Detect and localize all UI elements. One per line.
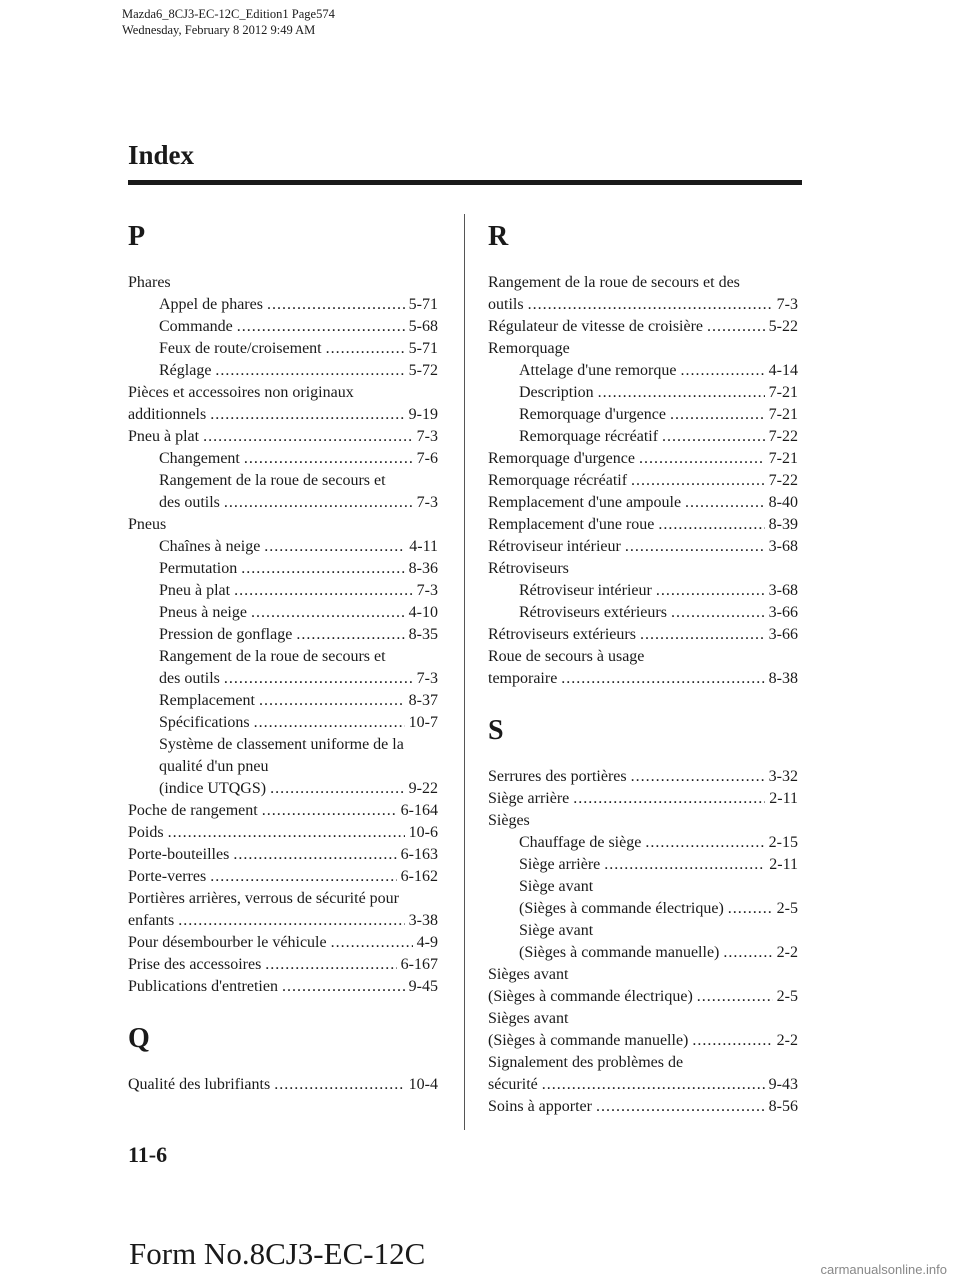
index-entry-page: 7-22 bbox=[768, 472, 798, 489]
index-entry bbox=[488, 338, 798, 360]
index-entry-label: Siège arrière bbox=[519, 856, 601, 873]
dot-leader bbox=[282, 976, 405, 998]
index-entry-label: Sièges avant bbox=[488, 966, 569, 983]
dot-leader bbox=[264, 536, 405, 558]
index-entry-page: 9-22 bbox=[408, 780, 438, 797]
index-entry-page: 6-167 bbox=[400, 956, 438, 973]
index-entry-page: 10-6 bbox=[408, 824, 438, 841]
dot-leader bbox=[639, 448, 765, 470]
index-entry-label: Description bbox=[519, 384, 594, 401]
page-number: 11-6 bbox=[128, 1142, 168, 1167]
index-entry bbox=[488, 942, 798, 964]
index-entry bbox=[488, 1008, 798, 1030]
index-entry-page: 2-5 bbox=[776, 988, 798, 1005]
index-entry-page: 8-38 bbox=[768, 670, 798, 687]
section-gap bbox=[488, 690, 798, 716]
index-entry-label: Porte-bouteilles bbox=[128, 846, 230, 863]
index-entry bbox=[128, 822, 438, 844]
dot-leader bbox=[251, 602, 405, 624]
index-entry-page: 5-72 bbox=[408, 362, 438, 379]
index-entry-page: 4-10 bbox=[408, 604, 438, 621]
index-entry-label: Remorquage bbox=[488, 340, 570, 357]
index-entry-page: 4-9 bbox=[416, 934, 438, 951]
index-entry-label: Publications d'entretien bbox=[128, 978, 278, 995]
index-entry-page: 6-163 bbox=[400, 846, 438, 863]
index-entry-page: 2-5 bbox=[776, 900, 798, 917]
index-entry bbox=[488, 536, 798, 558]
dot-leader bbox=[671, 602, 765, 624]
index-entry bbox=[488, 470, 798, 492]
index-entry-page: 8-37 bbox=[408, 692, 438, 709]
index-entry-page: 8-56 bbox=[768, 1098, 798, 1115]
print-meta bbox=[122, 6, 335, 38]
index-entry bbox=[488, 316, 798, 338]
dot-leader bbox=[233, 844, 396, 866]
index-entry-label: Remplacement d'une ampoule bbox=[488, 494, 682, 511]
index-entry bbox=[488, 898, 798, 920]
index-entry-page: 3-38 bbox=[408, 912, 438, 929]
index-entry-label: Réglage bbox=[159, 362, 212, 379]
index-entry-page: 3-68 bbox=[768, 582, 798, 599]
index-entry bbox=[488, 668, 798, 690]
index-column-left bbox=[128, 222, 438, 1096]
dot-leader bbox=[262, 800, 397, 822]
index-entry-label: Pneu à plat bbox=[128, 428, 200, 445]
page-title: Index bbox=[128, 140, 195, 170]
index-entry-label: Soins à apporter bbox=[488, 1098, 592, 1115]
index-entry-label: Qualité des lubrifiants bbox=[128, 1076, 271, 1093]
index-entry bbox=[128, 734, 438, 756]
index-entry bbox=[488, 624, 798, 646]
index-entry-label: des outils bbox=[159, 494, 220, 511]
index-entry-label: Serrures des portières bbox=[488, 768, 627, 785]
index-entry-label: (Sièges à commande manuelle) bbox=[519, 944, 720, 961]
index-entry-label: (indice UTQGS) bbox=[159, 780, 267, 797]
index-entry bbox=[488, 810, 798, 832]
dot-leader bbox=[274, 1074, 404, 1096]
index-entry-label: Régulateur de vitesse de croisière bbox=[488, 318, 704, 335]
dot-leader bbox=[244, 448, 413, 470]
dot-leader bbox=[224, 668, 413, 690]
index-entry-label: Rétroviseurs bbox=[488, 560, 569, 577]
index-entry-label: Poids bbox=[128, 824, 164, 841]
index-entry-label: temporaire bbox=[488, 670, 558, 687]
index-entry-page: 2-2 bbox=[776, 1032, 798, 1049]
index-entry-label: Remorquage récréatif bbox=[488, 472, 628, 489]
index-entry-label: Pièces et accessoires non originaux bbox=[128, 384, 354, 401]
dot-leader bbox=[270, 778, 405, 800]
index-entry bbox=[488, 986, 798, 1008]
index-entry-label: Commande bbox=[159, 318, 233, 335]
dot-leader bbox=[656, 580, 765, 602]
index-entry-label: Sièges bbox=[488, 812, 530, 829]
index-entry-label: sécurité bbox=[488, 1076, 538, 1093]
index-entry-page: 10-7 bbox=[408, 714, 438, 731]
index-entry-page: 9-45 bbox=[408, 978, 438, 995]
dot-leader bbox=[645, 832, 764, 854]
index-entry-label: Attelage d'une remorque bbox=[519, 362, 677, 379]
index-entry-label: Chaînes à neige bbox=[159, 538, 261, 555]
dot-leader bbox=[241, 558, 404, 580]
index-entry-label: Changement bbox=[159, 450, 240, 467]
index-entry bbox=[128, 668, 438, 690]
index-entry bbox=[128, 470, 438, 492]
index-entry-page: 7-21 bbox=[768, 384, 798, 401]
index-entry-label: enfants bbox=[128, 912, 175, 929]
index-entry bbox=[128, 690, 438, 712]
index-entry-label: Pneu à plat bbox=[159, 582, 231, 599]
dot-leader bbox=[561, 668, 764, 690]
index-entry bbox=[128, 580, 438, 602]
index-entry bbox=[128, 272, 438, 294]
dot-leader bbox=[210, 404, 404, 426]
index-entry bbox=[128, 624, 438, 646]
index-entry-label: Pour désembourber le véhicule bbox=[128, 934, 327, 951]
index-entry-label: des outils bbox=[159, 670, 220, 687]
index-entry-page: 7-21 bbox=[768, 450, 798, 467]
index-entry bbox=[488, 964, 798, 986]
index-entry-label: additionnels bbox=[128, 406, 207, 423]
index-entry-page: 9-43 bbox=[768, 1076, 798, 1093]
index-entry-page: 2-15 bbox=[768, 834, 798, 851]
index-entry-page: 8-36 bbox=[408, 560, 438, 577]
dot-leader bbox=[267, 294, 405, 316]
index-entry-label: Permutation bbox=[159, 560, 238, 577]
index-entry-label: Feux de route/croisement bbox=[159, 340, 322, 357]
dot-leader bbox=[254, 712, 405, 734]
index-entry-page: 5-22 bbox=[768, 318, 798, 335]
index-entry bbox=[128, 316, 438, 338]
dot-leader bbox=[625, 536, 765, 558]
index-entry bbox=[488, 854, 798, 876]
index-entry bbox=[488, 832, 798, 854]
index-entry-page: 10-4 bbox=[408, 1076, 438, 1093]
dot-leader bbox=[723, 942, 772, 964]
index-entry bbox=[128, 844, 438, 866]
index-entry-label: Portières arrières, verrous de sécurité pour bbox=[128, 890, 399, 907]
watermark: carmanualsonline.info bbox=[820, 1262, 947, 1277]
index-entry bbox=[128, 910, 438, 932]
index-entry-label: Rétroviseur intérieur bbox=[488, 538, 621, 555]
index-entry-page: 7-22 bbox=[768, 428, 798, 445]
index-entry bbox=[128, 1074, 438, 1096]
index-entry-page: 7-3 bbox=[416, 582, 438, 599]
index-entry-page: 6-162 bbox=[400, 868, 438, 885]
dot-leader bbox=[707, 316, 765, 338]
index-entry bbox=[488, 360, 798, 382]
index-entry-label: Roue de secours à usage bbox=[488, 648, 645, 665]
dot-leader bbox=[234, 580, 413, 602]
index-entry bbox=[128, 382, 438, 404]
column-divider bbox=[464, 214, 465, 1130]
dot-leader bbox=[685, 492, 765, 514]
dot-leader bbox=[210, 866, 396, 888]
index-entry-label: Sièges avant bbox=[488, 1010, 569, 1027]
index-entry-label: Pneus bbox=[128, 516, 167, 533]
index-entry bbox=[488, 580, 798, 602]
index-entry bbox=[488, 448, 798, 470]
index-entry-label: Chauffage de siège bbox=[519, 834, 642, 851]
index-entry-page: 2-11 bbox=[769, 790, 798, 807]
index-entry bbox=[128, 404, 438, 426]
index-entry-label: Rétroviseur intérieur bbox=[519, 582, 652, 599]
index-entry bbox=[128, 360, 438, 382]
index-entry bbox=[488, 382, 798, 404]
index-entry bbox=[128, 954, 438, 976]
dot-leader bbox=[259, 690, 405, 712]
index-entry-label: Rétroviseurs extérieurs bbox=[488, 626, 636, 643]
index-entry bbox=[128, 558, 438, 580]
index-entry bbox=[128, 778, 438, 800]
print-meta-line2: Wednesday, February 8 2012 9:49 AM bbox=[122, 23, 316, 37]
dot-leader bbox=[662, 426, 765, 448]
index-entry-label: Pression de gonflage bbox=[159, 626, 293, 643]
index-entry bbox=[128, 492, 438, 514]
dot-leader bbox=[296, 624, 404, 646]
index-entry bbox=[128, 514, 438, 536]
index-entry bbox=[488, 1052, 798, 1074]
index-entry-label: Siège arrière bbox=[488, 790, 570, 807]
index-entry-label: Appel de phares bbox=[159, 296, 263, 313]
dot-leader bbox=[224, 492, 413, 514]
index-entry-label: Rangement de la roue de secours et des bbox=[488, 274, 740, 291]
index-entry bbox=[488, 1096, 798, 1118]
dot-leader bbox=[203, 426, 413, 448]
index-entry bbox=[488, 514, 798, 536]
index-entry-page: 3-66 bbox=[768, 626, 798, 643]
index-entry-page: 2-11 bbox=[769, 856, 798, 873]
dot-leader bbox=[604, 854, 765, 876]
index-entry-label: (Sièges à commande manuelle) bbox=[488, 1032, 689, 1049]
dot-leader bbox=[631, 766, 765, 788]
index-entry bbox=[488, 646, 798, 668]
index-entry-page: 4-14 bbox=[768, 362, 798, 379]
index-entry-page: 6-164 bbox=[400, 802, 438, 819]
dot-leader bbox=[542, 1074, 765, 1096]
index-entry-label: Remorquage d'urgence bbox=[488, 450, 635, 467]
section-letter: Q bbox=[128, 1023, 150, 1054]
index-entry-label: Spécifications bbox=[159, 714, 250, 731]
section-letter: R bbox=[488, 221, 509, 252]
index-entry-label: Siège avant bbox=[519, 922, 594, 939]
index-entry bbox=[128, 536, 438, 558]
index-entry-label: Remorquage récréatif bbox=[519, 428, 659, 445]
index-entry-page: 7-3 bbox=[416, 428, 438, 445]
index-entry-page: 2-2 bbox=[776, 944, 798, 961]
index-entry bbox=[488, 1030, 798, 1052]
index-entry-label: Siège avant bbox=[519, 878, 594, 895]
dot-leader bbox=[598, 382, 765, 404]
dot-leader bbox=[631, 470, 765, 492]
index-entry-page: 5-68 bbox=[408, 318, 438, 335]
index-entry-page: 7-6 bbox=[416, 450, 438, 467]
index-entry-label: qualité d'un pneu bbox=[159, 758, 269, 775]
index-entry bbox=[128, 338, 438, 360]
section-letter: S bbox=[488, 715, 504, 746]
section-letter: P bbox=[128, 221, 146, 252]
index-entry-label: Poche de rangement bbox=[128, 802, 258, 819]
index-entry-page: 7-21 bbox=[768, 406, 798, 423]
dot-leader bbox=[640, 624, 765, 646]
index-entry bbox=[128, 866, 438, 888]
index-entry bbox=[128, 426, 438, 448]
index-entry-label: Prise des accessoires bbox=[128, 956, 262, 973]
dot-leader bbox=[528, 294, 773, 316]
index-column-right bbox=[488, 222, 798, 1118]
index-entry bbox=[488, 766, 798, 788]
index-entry bbox=[488, 920, 798, 942]
index-entry bbox=[488, 404, 798, 426]
index-entry-page: 3-66 bbox=[768, 604, 798, 621]
index-entry-page: 3-32 bbox=[768, 768, 798, 785]
index-entry-label: Pneus à neige bbox=[159, 604, 247, 621]
index-entry-page: 8-40 bbox=[768, 494, 798, 511]
index-entry bbox=[488, 492, 798, 514]
index-entry bbox=[488, 876, 798, 898]
title-rule bbox=[128, 180, 802, 185]
index-entry-label: Remorquage d'urgence bbox=[519, 406, 666, 423]
index-entry-label: outils bbox=[488, 296, 524, 313]
dot-leader bbox=[658, 514, 764, 536]
index-entry-page: 4-11 bbox=[409, 538, 438, 555]
dot-leader bbox=[178, 910, 404, 932]
dot-leader bbox=[697, 986, 773, 1008]
index-entry bbox=[488, 294, 798, 316]
index-entry bbox=[488, 602, 798, 624]
dot-leader bbox=[573, 788, 765, 810]
index-entry bbox=[128, 646, 438, 668]
index-entry bbox=[488, 1074, 798, 1096]
index-entry bbox=[128, 800, 438, 822]
print-meta-line1: Mazda6_8CJ3-EC-12C_Edition1 Page574 bbox=[122, 7, 335, 21]
index-entry-label: (Sièges à commande électrique) bbox=[488, 988, 693, 1005]
index-entry-page: 9-19 bbox=[408, 406, 438, 423]
index-entry-label: Système de classement uniforme de la bbox=[159, 736, 404, 753]
index-entry bbox=[128, 888, 438, 910]
dot-leader bbox=[670, 404, 765, 426]
index-entry-label: Remplacement bbox=[159, 692, 255, 709]
dot-leader bbox=[692, 1030, 772, 1052]
index-entry-label: Remplacement d'une roue bbox=[488, 516, 655, 533]
index-entry bbox=[128, 602, 438, 624]
index-entry-page: 5-71 bbox=[408, 296, 438, 313]
dot-leader bbox=[215, 360, 404, 382]
index-entry-label: Rétroviseurs extérieurs bbox=[519, 604, 667, 621]
index-entry-label: Signalement des problèmes de bbox=[488, 1054, 684, 1071]
index-entry-page: 8-35 bbox=[408, 626, 438, 643]
index-entry bbox=[128, 294, 438, 316]
index-entry-label: Porte-verres bbox=[128, 868, 207, 885]
index-entry bbox=[488, 558, 798, 580]
dot-leader bbox=[168, 822, 405, 844]
dot-leader bbox=[265, 954, 396, 976]
index-entry-page: 8-39 bbox=[768, 516, 798, 533]
index-entry-page: 5-71 bbox=[408, 340, 438, 357]
index-entry bbox=[488, 426, 798, 448]
index-entry bbox=[488, 788, 798, 810]
index-entry bbox=[128, 932, 438, 954]
index-entry-page: 7-3 bbox=[416, 670, 438, 687]
index-entry-label: Rangement de la roue de secours et bbox=[159, 648, 386, 665]
index-entry-page: 7-3 bbox=[776, 296, 798, 313]
index-entry bbox=[128, 976, 438, 998]
index-entry-label: Rangement de la roue de secours et bbox=[159, 472, 386, 489]
form-number: Form No.8CJ3-EC-12C bbox=[129, 1236, 426, 1271]
index-entry bbox=[128, 712, 438, 734]
index-entry-page: 3-68 bbox=[768, 538, 798, 555]
index-entry-label: (Sièges à commande électrique) bbox=[519, 900, 724, 917]
dot-leader bbox=[331, 932, 413, 954]
index-entry bbox=[128, 448, 438, 470]
index-entry-label: Phares bbox=[128, 274, 171, 291]
dot-leader bbox=[596, 1096, 765, 1118]
section-gap bbox=[128, 998, 438, 1024]
index-entry-page: 7-3 bbox=[416, 494, 438, 511]
dot-leader bbox=[680, 360, 764, 382]
dot-leader bbox=[728, 898, 773, 920]
index-entry bbox=[128, 756, 438, 778]
dot-leader bbox=[237, 316, 405, 338]
dot-leader bbox=[326, 338, 405, 360]
index-entry bbox=[488, 272, 798, 294]
